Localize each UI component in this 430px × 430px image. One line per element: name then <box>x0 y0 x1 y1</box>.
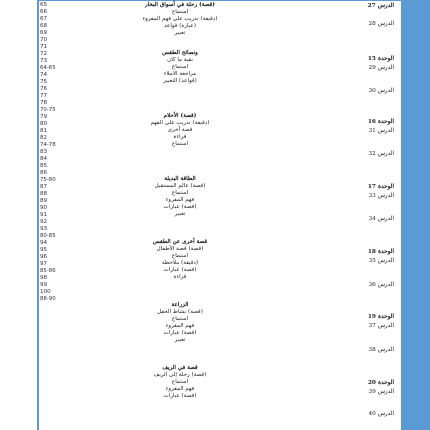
lesson-line: (قصة) نشاط الحقل <box>157 309 203 315</box>
lesson-label: الدرس 36 <box>368 282 394 288</box>
page-range: 70-75 <box>40 107 56 113</box>
unit-title: الوحدة 16 <box>367 119 394 125</box>
unit-title: الوحدة 15 <box>367 56 394 62</box>
lesson-title: قصة أخرى عن الطقس <box>152 239 208 245</box>
page-number: 94 <box>40 240 48 246</box>
lesson-label: الدرس 31 <box>368 128 394 134</box>
unit-title: الوحدة 19 <box>367 314 394 320</box>
page-number: 90 <box>40 205 48 211</box>
page-number: 73 <box>40 58 48 64</box>
lesson-label: الدرس 33 <box>368 193 394 199</box>
lesson-line: استماع <box>171 379 189 385</box>
lesson-line: استماع <box>171 9 189 15</box>
lesson-line: (قصة) عبارات <box>163 330 197 336</box>
top-rule <box>37 0 403 1</box>
page-range: 74-78 <box>40 142 56 148</box>
page-number: 77 <box>40 93 48 99</box>
page-number: 93 <box>40 226 48 232</box>
lesson-line: (دقيقة) تدريب على فهم المقروء <box>142 16 218 22</box>
page-number: 84 <box>40 156 48 162</box>
lesson-line: استماع <box>171 141 189 147</box>
lesson-line: تعبير <box>174 337 186 343</box>
lesson-line: استماع <box>171 190 189 196</box>
page-range: 80-85 <box>40 233 56 239</box>
page-number: 76 <box>40 86 48 92</box>
page-number: 85 <box>40 163 48 169</box>
lesson-title: الطاقة البديلة <box>164 176 196 182</box>
page-number: 70 <box>40 37 48 43</box>
lesson-line: (قصة) قصة الأطفال <box>156 246 204 252</box>
lesson-label: الدرس 29 <box>368 65 394 71</box>
page-number: 82 <box>40 135 48 141</box>
unit-title: الوحدة 18 <box>367 249 394 255</box>
lesson-line: (قواعد) التعبير <box>163 78 197 84</box>
page-range: 75-80 <box>40 177 56 183</box>
lesson-title: (قصة) الأحلام <box>163 113 197 119</box>
unit-title: الدرس 27 <box>367 3 394 9</box>
page-number: 88 <box>40 191 48 197</box>
page-number: 83 <box>40 149 48 155</box>
page-number: 87 <box>40 184 48 190</box>
page-number: 66 <box>40 9 48 15</box>
lesson-label: الدرس 38 <box>368 347 394 353</box>
lesson-label: الدرس 28 <box>368 21 394 27</box>
page-number: 98 <box>40 275 48 281</box>
lesson-line: بقية ما كان <box>167 57 193 63</box>
unit-title: الوحدة 17 <box>367 184 394 190</box>
lesson-line: استماع <box>171 316 189 322</box>
lesson-line: (قصة) عالم المستقبل <box>154 183 206 189</box>
page-number: 97 <box>40 261 48 267</box>
lesson-line: (قصة) رحلة إلى الريف <box>153 372 207 378</box>
page-number: 68 <box>40 23 48 29</box>
page-range: 85-86 <box>40 268 56 274</box>
lesson-label: الدرس 35 <box>368 258 394 264</box>
page-number: 81 <box>40 128 48 134</box>
lesson-line: قراءة <box>173 134 187 140</box>
page-number: 95 <box>40 247 48 253</box>
lesson-line: فهم المقروء <box>165 323 195 329</box>
lesson-line: فهم المقروء <box>165 197 195 203</box>
lesson-title: الزراعة <box>171 302 189 308</box>
lesson-label: الدرس 32 <box>368 151 394 157</box>
lesson-line: قراءة <box>173 274 187 280</box>
page-number: 71 <box>40 44 48 50</box>
lesson-label: الدرس 34 <box>368 216 394 222</box>
lesson-line: (دقيقة) ملاحظة <box>161 260 199 266</box>
lesson-label: الدرس 40 <box>368 411 394 417</box>
page-number: 80 <box>40 121 48 127</box>
lesson-line: تعبير <box>174 30 186 36</box>
page-number: 67 <box>40 16 48 22</box>
lesson-label: الدرس 39 <box>368 389 394 395</box>
page-number: 75 <box>40 79 48 85</box>
page-number: 100 <box>40 289 51 295</box>
lesson-title: ونصائح الطقس <box>162 50 198 56</box>
lesson-line: استماع <box>171 253 189 259</box>
page-number: 74 <box>40 72 48 78</box>
lesson-title: قصة في الريف <box>162 365 198 371</box>
lesson-line: (قصة) عبارات <box>163 267 197 273</box>
page-range: 64-65 <box>40 65 56 71</box>
lesson-line: فهم المقروء <box>165 386 195 392</box>
page-number: 99 <box>40 282 48 288</box>
page-number: 65 <box>40 2 48 8</box>
left-margin-rule <box>37 0 39 430</box>
lesson-line: (قصة) عبارات <box>163 393 197 399</box>
lesson-line: (قصة) عبارات <box>163 204 197 210</box>
page-number: 78 <box>40 100 48 106</box>
lesson-line: (عبارة) قواعد <box>164 23 196 29</box>
lesson-line: مراجعة الاملاء <box>163 71 197 77</box>
lesson-title: (قصة) رحلة في أسواق البخار <box>145 2 215 8</box>
lesson-label: الدرس 30 <box>368 88 394 94</box>
page-number: 96 <box>40 254 48 260</box>
lesson-line: استماع <box>171 64 189 70</box>
page-number: 86 <box>40 170 48 176</box>
lesson-line: تعبير <box>174 211 186 217</box>
lesson-line: قصة أخرى <box>167 127 193 133</box>
page-range: 88-90 <box>40 296 56 302</box>
page-number: 79 <box>40 114 48 120</box>
page-number: 69 <box>40 30 48 36</box>
page-number: 92 <box>40 219 48 225</box>
lesson-label: الدرس 37 <box>368 323 394 329</box>
page-number: 91 <box>40 212 48 218</box>
right-margin-rule <box>401 0 430 430</box>
page-number: 72 <box>40 51 48 57</box>
page-number: 89 <box>40 198 48 204</box>
unit-title: الوحدة 20 <box>367 380 394 386</box>
lesson-line: (دقيقة) تدريب على الفهم <box>150 120 210 126</box>
